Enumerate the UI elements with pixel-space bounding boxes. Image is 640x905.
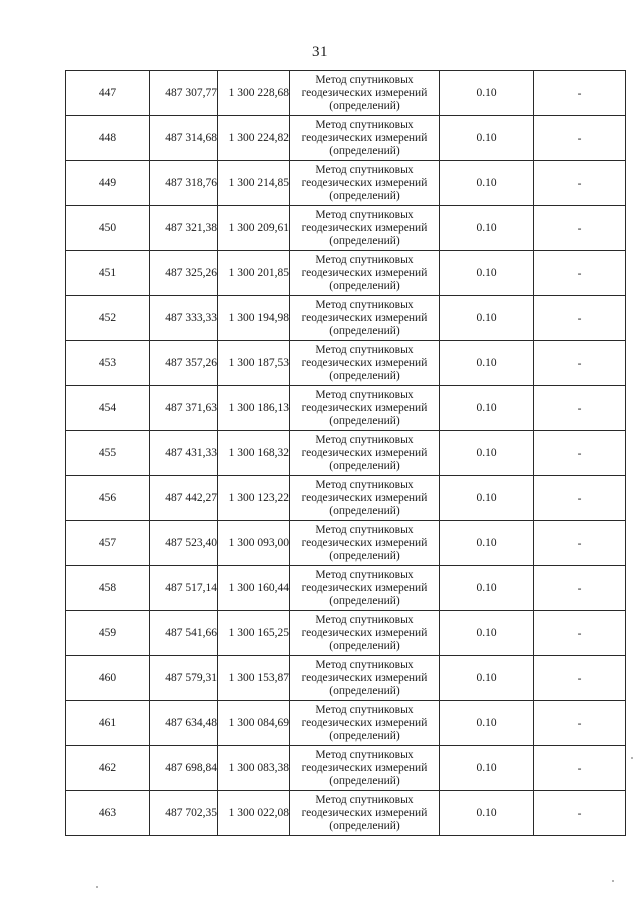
x-coordinate-cell: 487 698,84 (150, 746, 218, 791)
table-row (66, 251, 626, 296)
y-coordinate-cell: 1 300 168,32 (218, 431, 290, 476)
table-row (66, 341, 626, 386)
description-value: - (577, 312, 582, 325)
x-coordinate-cell: 487 318,76 (150, 161, 218, 206)
description-cell (534, 476, 626, 521)
method-line: геодезических измерений (301, 716, 428, 729)
method-line: (определений) (329, 414, 400, 427)
method-cell (290, 566, 440, 611)
x-coordinate-cell: 487 371,63 (150, 386, 218, 431)
method-line: Метод спутниковых (315, 433, 414, 446)
y-coordinate-cell: 1 300 093,00 (218, 521, 290, 566)
method-line: (определений) (329, 324, 400, 337)
y-coordinate-cell: 1 300 214,85 (218, 161, 290, 206)
description-cell (534, 611, 626, 656)
method-line: геодезических измерений (301, 401, 428, 414)
accuracy-cell: 0.10 (440, 521, 534, 566)
x-coordinate-cell: 487 321,38 (150, 206, 218, 251)
method-line: геодезических измерений (301, 311, 428, 324)
method-line: геодезических измерений (301, 671, 428, 684)
point-number-cell: 453 (66, 341, 150, 386)
method-cell (290, 791, 440, 836)
method-line: геодезических измерений (301, 626, 428, 639)
y-coordinate-cell: 1 300 187,53 (218, 341, 290, 386)
method-line: Метод спутниковых (315, 568, 414, 581)
y-coordinate-cell: 1 300 022,08 (218, 791, 290, 836)
description-value: - (577, 357, 582, 370)
description-value: - (577, 537, 582, 550)
method-line: Метод спутниковых (315, 343, 414, 356)
accuracy-cell: 0.10 (440, 611, 534, 656)
method-line: (определений) (329, 684, 400, 697)
method-line: Метод спутниковых (315, 793, 414, 806)
accuracy-cell: 0.10 (440, 791, 534, 836)
description-value: - (577, 267, 582, 280)
description-value: - (577, 492, 582, 505)
x-coordinate-cell: 487 307,77 (150, 71, 218, 116)
scan-speck (612, 880, 614, 882)
description-value: - (577, 177, 582, 190)
accuracy-cell: 0.10 (440, 746, 534, 791)
description-value: - (577, 762, 582, 775)
point-number-cell: 461 (66, 701, 150, 746)
accuracy-cell: 0.10 (440, 71, 534, 116)
table-row (66, 71, 626, 116)
x-coordinate-cell: 487 431,33 (150, 431, 218, 476)
x-coordinate-cell: 487 442,27 (150, 476, 218, 521)
description-value: - (577, 807, 582, 820)
x-coordinate-cell: 487 314,68 (150, 116, 218, 161)
method-line: (определений) (329, 594, 400, 607)
method-line: Метод спутниковых (315, 748, 414, 761)
description-cell (534, 206, 626, 251)
method-cell (290, 71, 440, 116)
y-coordinate-cell: 1 300 228,68 (218, 71, 290, 116)
table-row (66, 656, 626, 701)
table-row (66, 476, 626, 521)
method-line: (определений) (329, 459, 400, 472)
table-row (66, 521, 626, 566)
method-line: (определений) (329, 504, 400, 517)
x-coordinate-cell: 487 634,48 (150, 701, 218, 746)
method-line: Метод спутниковых (315, 523, 414, 536)
description-cell (534, 71, 626, 116)
method-line: геодезических измерений (301, 536, 428, 549)
description-cell (534, 746, 626, 791)
accuracy-cell: 0.10 (440, 656, 534, 701)
coordinates-table-body (66, 71, 626, 836)
method-line: (определений) (329, 729, 400, 742)
table-row (66, 116, 626, 161)
x-coordinate-cell: 487 357,26 (150, 341, 218, 386)
y-coordinate-cell: 1 300 123,22 (218, 476, 290, 521)
accuracy-cell: 0.10 (440, 476, 534, 521)
method-line: геодезических измерений (301, 491, 428, 504)
point-number-cell: 454 (66, 386, 150, 431)
coordinates-table (65, 70, 626, 836)
description-cell (534, 656, 626, 701)
table-row (66, 701, 626, 746)
method-line: (определений) (329, 99, 400, 112)
method-cell (290, 656, 440, 701)
method-line: геодезических измерений (301, 356, 428, 369)
method-line: геодезических измерений (301, 581, 428, 594)
table-row (66, 566, 626, 611)
y-coordinate-cell: 1 300 160,44 (218, 566, 290, 611)
method-line: (определений) (329, 279, 400, 292)
description-cell (534, 701, 626, 746)
method-cell (290, 296, 440, 341)
method-line: Метод спутниковых (315, 388, 414, 401)
x-coordinate-cell: 487 523,40 (150, 521, 218, 566)
accuracy-cell: 0.10 (440, 161, 534, 206)
y-coordinate-cell: 1 300 186,13 (218, 386, 290, 431)
accuracy-cell: 0.10 (440, 296, 534, 341)
method-line: Метод спутниковых (315, 73, 414, 86)
accuracy-cell: 0.10 (440, 566, 534, 611)
method-cell (290, 611, 440, 656)
accuracy-cell: 0.10 (440, 116, 534, 161)
point-number-cell: 457 (66, 521, 150, 566)
method-line: геодезических измерений (301, 86, 428, 99)
point-number-cell: 450 (66, 206, 150, 251)
y-coordinate-cell: 1 300 194,98 (218, 296, 290, 341)
table-row (66, 161, 626, 206)
description-value: - (577, 87, 582, 100)
accuracy-cell: 0.10 (440, 251, 534, 296)
description-cell (534, 791, 626, 836)
method-line: (определений) (329, 819, 400, 832)
y-coordinate-cell: 1 300 083,38 (218, 746, 290, 791)
table-row (66, 746, 626, 791)
accuracy-cell: 0.10 (440, 701, 534, 746)
method-line: Метод спутниковых (315, 208, 414, 221)
y-coordinate-cell: 1 300 153,87 (218, 656, 290, 701)
method-cell (290, 116, 440, 161)
description-value: - (577, 447, 582, 460)
description-value: - (577, 627, 582, 640)
accuracy-cell: 0.10 (440, 386, 534, 431)
method-line: Метод спутниковых (315, 118, 414, 131)
method-line: (определений) (329, 639, 400, 652)
y-coordinate-cell: 1 300 084,69 (218, 701, 290, 746)
method-line: Метод спутниковых (315, 703, 414, 716)
method-cell (290, 476, 440, 521)
x-coordinate-cell: 487 333,33 (150, 296, 218, 341)
method-line: (определений) (329, 549, 400, 562)
method-cell (290, 746, 440, 791)
description-cell (534, 386, 626, 431)
point-number-cell: 448 (66, 116, 150, 161)
method-line: (определений) (329, 144, 400, 157)
scan-speck (631, 757, 633, 759)
description-value: - (577, 402, 582, 415)
point-number-cell: 447 (66, 71, 150, 116)
method-line: (определений) (329, 774, 400, 787)
accuracy-cell: 0.10 (440, 206, 534, 251)
method-line: геодезических измерений (301, 266, 428, 279)
y-coordinate-cell: 1 300 224,82 (218, 116, 290, 161)
table-row (66, 791, 626, 836)
method-line: Метод спутниковых (315, 613, 414, 626)
description-value: - (577, 717, 582, 730)
method-cell (290, 341, 440, 386)
point-number-cell: 460 (66, 656, 150, 701)
point-number-cell: 456 (66, 476, 150, 521)
description-cell (534, 116, 626, 161)
description-cell (534, 431, 626, 476)
table-row (66, 386, 626, 431)
point-number-cell: 462 (66, 746, 150, 791)
x-coordinate-cell: 487 702,35 (150, 791, 218, 836)
accuracy-cell: 0.10 (440, 341, 534, 386)
table-row (66, 431, 626, 476)
method-cell (290, 701, 440, 746)
y-coordinate-cell: 1 300 165,25 (218, 611, 290, 656)
method-line: (определений) (329, 369, 400, 382)
method-line: геодезических измерений (301, 446, 428, 459)
description-value: - (577, 222, 582, 235)
table-row (66, 611, 626, 656)
point-number-cell: 451 (66, 251, 150, 296)
x-coordinate-cell: 487 579,31 (150, 656, 218, 701)
description-value: - (577, 132, 582, 145)
accuracy-cell: 0.10 (440, 431, 534, 476)
method-line: Метод спутниковых (315, 298, 414, 311)
point-number-cell: 463 (66, 791, 150, 836)
method-line: геодезических измерений (301, 806, 428, 819)
method-cell (290, 161, 440, 206)
description-cell (534, 341, 626, 386)
method-line: геодезических измерений (301, 176, 428, 189)
method-line: Метод спутниковых (315, 163, 414, 176)
method-line: геодезических измерений (301, 221, 428, 234)
x-coordinate-cell: 487 325,26 (150, 251, 218, 296)
method-line: (определений) (329, 234, 400, 247)
point-number-cell: 455 (66, 431, 150, 476)
description-cell (534, 251, 626, 296)
method-cell (290, 431, 440, 476)
method-cell (290, 521, 440, 566)
table-row (66, 206, 626, 251)
description-cell (534, 161, 626, 206)
method-line: геодезических измерений (301, 131, 428, 144)
method-cell (290, 206, 440, 251)
y-coordinate-cell: 1 300 201,85 (218, 251, 290, 296)
method-line: Метод спутниковых (315, 253, 414, 266)
x-coordinate-cell: 487 541,66 (150, 611, 218, 656)
x-coordinate-cell: 487 517,14 (150, 566, 218, 611)
description-value: - (577, 672, 582, 685)
method-cell (290, 386, 440, 431)
page-number: 31 (312, 44, 328, 60)
method-line: геодезических измерений (301, 761, 428, 774)
method-line: (определений) (329, 189, 400, 202)
point-number-cell: 452 (66, 296, 150, 341)
scan-speck (96, 886, 98, 888)
point-number-cell: 449 (66, 161, 150, 206)
y-coordinate-cell: 1 300 209,61 (218, 206, 290, 251)
method-cell (290, 251, 440, 296)
method-line: Метод спутниковых (315, 658, 414, 671)
description-cell (534, 566, 626, 611)
point-number-cell: 459 (66, 611, 150, 656)
description-value: - (577, 582, 582, 595)
description-cell (534, 296, 626, 341)
table-row (66, 296, 626, 341)
point-number-cell: 458 (66, 566, 150, 611)
description-cell (534, 521, 626, 566)
method-line: Метод спутниковых (315, 478, 414, 491)
